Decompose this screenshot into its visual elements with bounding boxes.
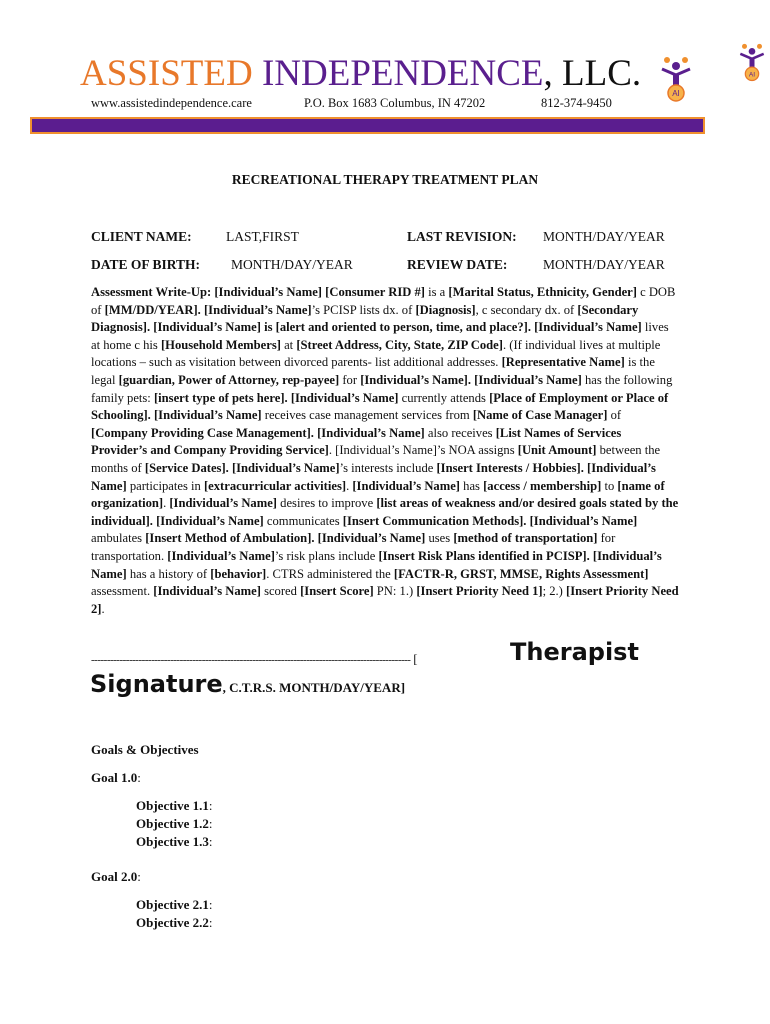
assessment-segment: [Diagnosis] [415,302,476,317]
address: P.O. Box 1683 Columbus, IN 47202 [304,96,486,110]
assessment-segment: is a [424,285,449,299]
company-name-part3: , LLC. [543,53,642,94]
assessment-write-up [91,284,679,618]
website: www.assistedindependence.care [91,96,252,110]
client-name-label: CLIENT NAME: [91,229,192,244]
assessment-segment: ’s risk plans include [274,548,379,563]
review-date-value: MONTH/DAY/YEAR [543,257,665,272]
assessment-segment: currently attends [398,390,490,405]
assessment-segment: [extracurricular activities] [203,478,347,493]
assessment-segment: c DOB of [91,285,676,317]
assessment-segment: [method of transportation] [453,531,598,546]
assessment-segment: ambulates [91,531,146,546]
assessment-segment: . [346,478,353,493]
person-figure-icon [658,55,694,105]
signature-suffix: , C.T.R.S. MONTH/DAY/YEAR] [222,680,406,695]
assessment-segment: [Individual’s Name] [169,496,278,511]
assessment-segment: for [339,372,361,387]
assessment-segment: [Insert Score] [300,584,374,599]
svg-text:AI: AI [748,71,756,79]
assessment-segment: . [101,601,105,616]
review-date-label: REVIEW DATE: [407,257,508,272]
signature-dashes: ----------------------------------------------------------------------------------------------------- [91,654,411,666]
assessment-segment: desires to improve [277,496,377,511]
company-name [80,52,641,96]
assessment-segment: at [280,337,297,352]
signature-bracket: [ [410,651,418,666]
objective-1-1: Objective 1.1: [136,798,213,813]
objective-1-3: Objective 1.3: [136,834,213,849]
assessment-segment: receives case management services from [261,408,473,423]
dob-label: DATE OF BIRTH: [91,257,201,272]
last-revision-value: MONTH/DAY/YEAR [543,229,665,244]
assessment-segment: ’s PCISP lists dx. of [311,302,416,317]
assessment-segment: assessment. [91,584,154,599]
assessment-segment: to [601,478,618,493]
document-title: RECREATIONAL THERAPY TREATMENT PLAN [231,172,539,187]
assessment-segment: . CTRS administered the [266,566,394,581]
assessment-segment: [Individual’s Name]. [Individual’s Name] [360,372,582,387]
signature-line [91,651,417,667]
assessment-segment: [behavior] [210,566,267,581]
assessment-segment: PN: 1.) [373,584,417,599]
assessment-segment: . [163,496,170,511]
assessment-segment: [Secondary Diagnosis]. [Individual’s Name] is [alert and oriented to person, time, and place?]. [Individual’s Name] [91,302,642,335]
goal-2: Goal 2.0: [91,869,141,884]
assessment-segment: of [607,408,622,423]
assessment-segment: [Insert Method of Ambulation]. [Individual’s Name] [145,531,426,546]
assessment-segment: [Insert Priority Need 2] [91,584,679,616]
assessment-segment: [name of organization] [91,478,665,511]
signature-word-signature: Signature [90,670,223,698]
assessment-segment: [Insert Interests / Hobbies]. [Individual’s Name] [91,460,656,493]
assessment-segment: lives at home c his [91,320,669,352]
company-name-part2: INDEPENDENCE [252,53,544,94]
assessment-segment: communicates [263,513,343,528]
assessment-segment: [Insert Communication Methods]. [Individual’s Name] [342,513,638,528]
assessment-segment: [Insert Priority Need 1] [416,584,543,599]
assessment-segment: . (If individual lives at multiple locations – such as visitation between divorced parents- list additional addresses. [91,337,661,370]
header-divider-bar [30,117,705,134]
assessment-segment: [Individual’s Name] [167,548,275,563]
svg-text:AI: AI [672,89,680,98]
client-name-value: LAST,FIRST [226,229,299,244]
assessment-segment: [access / membership] [483,478,602,493]
assessment-segment: [list areas of weakness and/or desired goals stated by the individual]. [Individual’s Name] [91,496,679,528]
signature-caption [90,670,405,698]
assessment-segment: [Representative Name] [501,355,625,370]
last-revision-label: LAST REVISION: [407,229,517,244]
goal-1: Goal 1.0: [91,770,141,785]
assessment-segment: ’s interests include [339,460,437,475]
assessment-segment: [Street Address, City, State, ZIP Code] [296,337,503,352]
assessment-segment: [Marital Status, Ethnicity, Gender] [448,285,637,299]
assessment-segment: [MM/DD/YEAR]. [Individual’s Name] [104,302,312,317]
assessment-segment: has a history of [126,566,211,581]
objective-2-1: Objective 2.1: [136,897,213,912]
assessment-segment: has [460,478,484,493]
assessment-segment: [List Names of Services Provider’s and Company Providing Service] [91,425,622,458]
assessment-segment: [Unit Amount] [517,443,597,458]
objective-1-2: Objective 1.2: [136,816,213,831]
assessment-segment: Assessment Write-Up: [Individual’s Name] [Consumer RID #] [91,285,425,299]
assessment-segment: has the following family pets: [91,372,673,405]
phone: 812-374-9450 [541,96,612,110]
assessment-segment: also receives [424,425,496,440]
assessment-segment: for transportation. [91,531,616,563]
assessment-segment: [FACTR-R, GRST, MMSE, Rights Assessment] [393,566,649,581]
company-name-part1: ASSISTED [80,53,253,94]
assessment-segment: [Individual’s Name] [153,584,261,599]
signature-word-therapist: Therapist [510,638,639,666]
goals-heading: Goals & Objectives [91,742,199,757]
assessment-segment: [Name of Case Manager] [472,408,608,423]
assessment-segment: . [Individual’s Name]’s NOA assigns [328,443,518,458]
assessment-segment: [Place of Employment or Place of Schooling]. [Individual’s Name] [91,390,669,423]
assessment-segment: , c secondary dx. of [475,302,578,317]
assessment-segment: [Individual’s Name] [352,478,461,493]
assessment-segment: uses [425,531,454,546]
objective-2-2: Objective 2.2: [136,915,213,930]
assessment-segment: [Company Providing Case Management]. [Individual’s Name] [91,425,425,440]
assessment-segment: ; 2.) [542,584,567,599]
person-figure-icon [737,42,767,84]
assessment-segment: between the months of [91,443,661,475]
assessment-segment: is the legal [91,355,655,387]
assessment-segment: [insert type of pets here]. [Individual’s Name] [153,390,399,405]
assessment-segment: [guardian, Power of Attorney, rep-payee] [118,372,340,387]
assessment-segment: participates in [126,478,204,493]
dob-value: MONTH/DAY/YEAR [231,257,353,272]
assessment-segment: [Household Members] [160,337,281,352]
assessment-segment: scored [260,584,301,599]
assessment-segment: [Service Dates]. [Individual’s Name] [144,460,340,475]
assessment-segment: [Insert Risk Plans identified in PCISP]. [Individual’s Name] [91,548,662,581]
